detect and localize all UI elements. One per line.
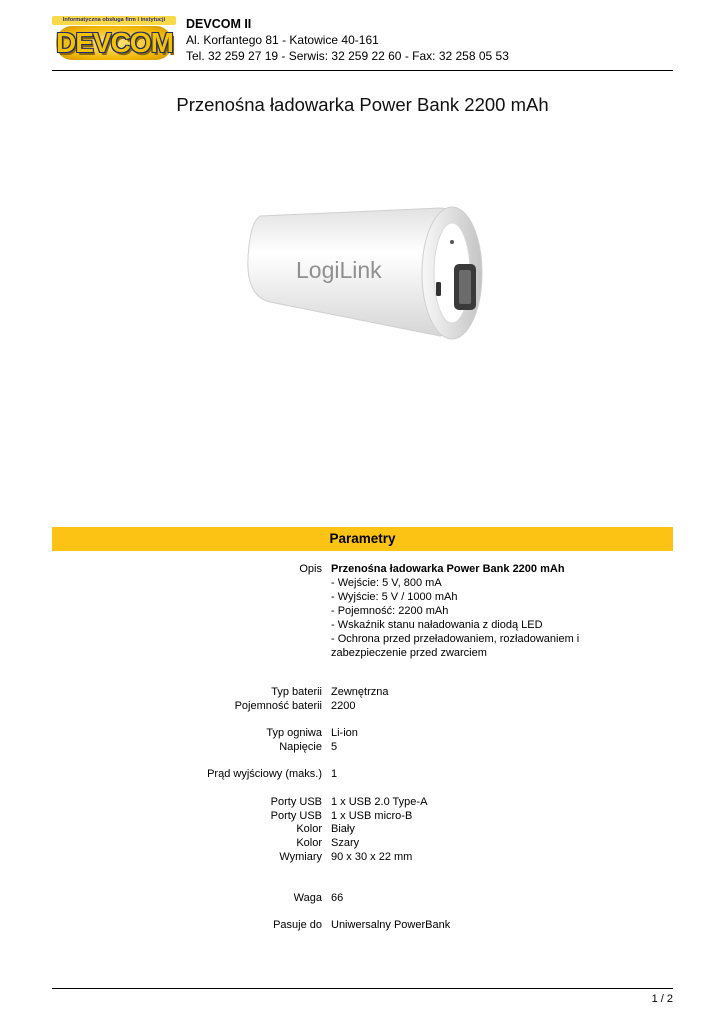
spec-label: Pojemność baterii bbox=[234, 700, 322, 712]
company-info bbox=[186, 16, 509, 64]
spec-label: Opis bbox=[299, 563, 322, 575]
spec-label: Porty USB bbox=[270, 796, 322, 808]
opis-line: - Wyjście: 5 V / 1000 mAh bbox=[331, 591, 458, 603]
spec-value: 1 x USB micro-B bbox=[331, 810, 413, 822]
page-number: 1 / 2 bbox=[651, 993, 673, 1005]
logo-wordmark: DEVCOM bbox=[56, 27, 173, 58]
parameters-header: Parametry bbox=[52, 527, 673, 551]
product-image bbox=[240, 198, 490, 348]
spec-value bbox=[331, 562, 621, 660]
spec-label: Prąd wyjściowy (maks.) bbox=[207, 768, 322, 780]
opis-line: - Ochrona przed przeładowaniem, rozładowaniem i zabezpieczenie przed zwarciem bbox=[331, 633, 580, 659]
spec-label: Waga bbox=[293, 892, 322, 904]
spec-value: 5 bbox=[331, 741, 338, 753]
company-name: DEVCOM II bbox=[186, 17, 252, 31]
spec-label: Napięcie bbox=[279, 741, 322, 753]
footer-divider bbox=[52, 988, 673, 989]
opis-line: - Pojemność: 2200 mAh bbox=[331, 605, 449, 617]
spec-value: 1 bbox=[331, 768, 338, 780]
spec-value: Uniwersalny PowerBank bbox=[331, 919, 451, 931]
product-brand-label: LogiLink bbox=[296, 257, 382, 283]
spec-label: Typ ogniwa bbox=[266, 727, 322, 739]
devcom-logo bbox=[52, 16, 176, 62]
spec-value: Zewnętrzna bbox=[331, 686, 389, 698]
opis-title: Przenośna ładowarka Power Bank 2200 mAh bbox=[331, 563, 565, 575]
opis-line: - Wejście: 5 V, 800 mA bbox=[331, 577, 442, 589]
opis-line: - Wskaźnik stanu naładowania z diodą LED bbox=[331, 619, 543, 631]
spec-value: 66 bbox=[331, 892, 344, 904]
spec-label: Kolor bbox=[296, 823, 322, 835]
spec-label: Pasuje do bbox=[273, 919, 322, 931]
header-divider bbox=[52, 70, 673, 71]
company-contact: Tel. 32 259 27 19 - Serwis: 32 259 22 60 - Fax: 32 258 05 53 bbox=[186, 49, 509, 63]
spec-value: 1 x USB 2.0 Type-A bbox=[331, 796, 428, 808]
spec-label: Typ baterii bbox=[271, 686, 322, 698]
spec-label: Porty USB bbox=[270, 810, 322, 822]
page-title: Przenośna ładowarka Power Bank 2200 mAh bbox=[176, 94, 549, 115]
spec-label: Wymiary bbox=[279, 851, 322, 863]
spec-value: 2200 bbox=[331, 700, 356, 712]
company-address: Al. Korfantego 81 - Katowice 40-161 bbox=[186, 33, 379, 47]
spec-value: Szary bbox=[331, 837, 360, 849]
page-header bbox=[52, 14, 672, 70]
spec-value: 90 x 30 x 22 mm bbox=[331, 851, 413, 863]
spec-value: Biały bbox=[331, 823, 355, 835]
spec-label: Kolor bbox=[296, 837, 322, 849]
logo-tagline: Informatyczna obsługa firm i instytucji bbox=[52, 16, 176, 25]
spec-value: Li-ion bbox=[331, 727, 358, 739]
